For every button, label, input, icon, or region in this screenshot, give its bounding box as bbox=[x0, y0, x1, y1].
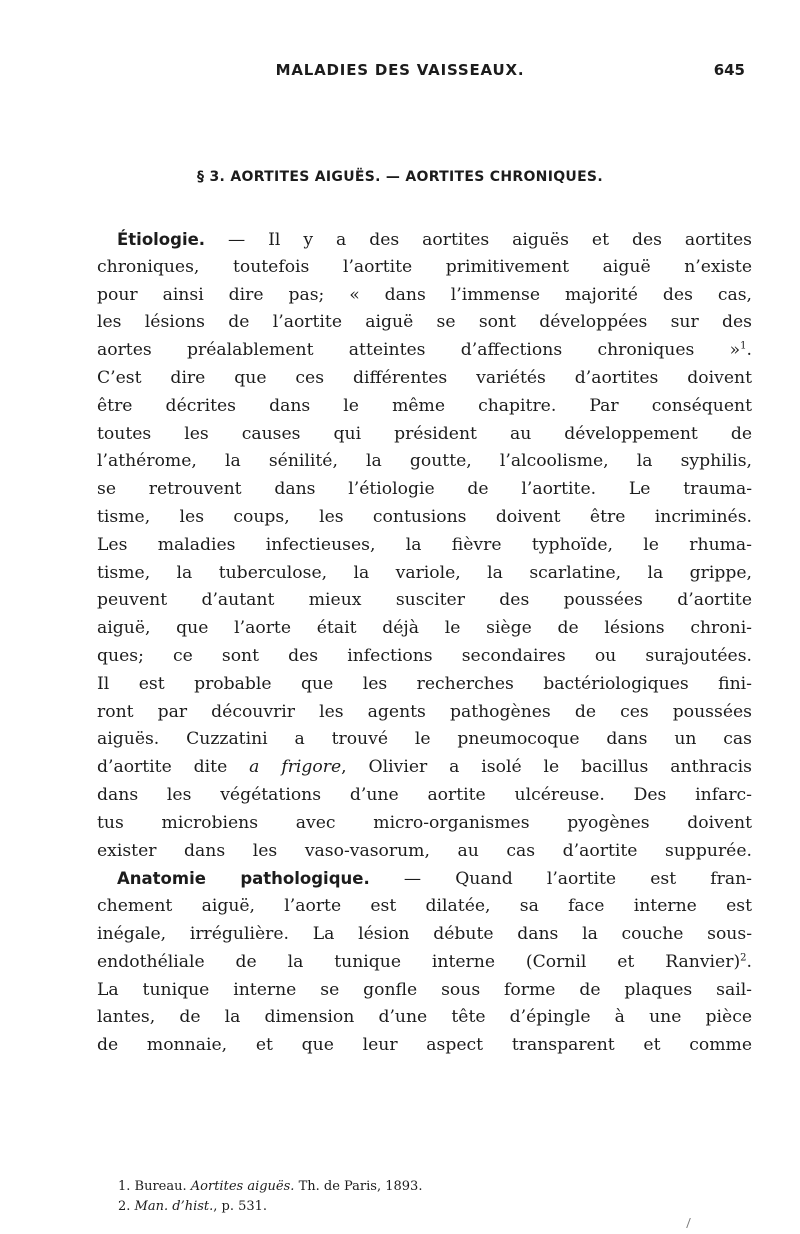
italic-term: a frigore bbox=[249, 757, 342, 778]
footnotes bbox=[118, 1177, 738, 1217]
text-line: Il est probable que les recherches bactériologiques fini- bbox=[97, 673, 752, 694]
text-line: Les maladies infectieuses, la fièvre typhoïde, le rhuma- bbox=[97, 534, 752, 555]
text-line: d’aortite dite a frigore, Olivier a isolé le bacillus anthracis bbox=[97, 757, 752, 778]
text-line: tisme, la tuberculose, la variole, la scarlatine, la grippe, bbox=[97, 562, 752, 583]
footnote: 2. Man. d’hist., p. 531. bbox=[118, 1199, 268, 1214]
footnote-ref: 2 bbox=[740, 951, 747, 963]
text-line: ques; ce sont des infections secondaires ou surajoutées. bbox=[97, 645, 752, 666]
text-line: chement aiguë, l’aorte est dilatée, sa face interne est bbox=[97, 896, 752, 917]
text-line: inégale, irrégulière. La lésion débute dans la couche sous- bbox=[97, 923, 752, 944]
running-title: MALADIES DES VAISSEAUX. bbox=[275, 61, 525, 79]
text-line: tus microbiens avec micro-organismes pyogènes doivent bbox=[97, 812, 752, 833]
text-line: ront par découvrir les agents pathogènes de ces poussées bbox=[97, 701, 752, 722]
section-heading: § 3. AORTITES AIGUËS. — AORTITES CHRONIQUES. bbox=[197, 169, 603, 185]
text-line: les lésions de l’aortite aiguë se sont développées sur des bbox=[97, 312, 752, 333]
text-line: toutes les causes qui président au développement de bbox=[97, 423, 752, 444]
text-line: l’athérome, la sénilité, la goutte, l’alcoolisme, la syphilis, bbox=[97, 451, 752, 472]
text-line: tisme, les coups, les contusions doivent être incriminés. bbox=[97, 506, 752, 527]
page-number: 645 bbox=[713, 61, 745, 79]
text-line: lantes, de la dimension d’une tête d’épingle à une pièce bbox=[97, 1007, 752, 1028]
text-line: peuvent d’autant mieux susciter des poussées d’aortite bbox=[97, 590, 752, 611]
print-mark bbox=[686, 1218, 694, 1228]
text-line: Anatomie pathologique. — Quand l’aortite est fran- bbox=[117, 869, 752, 890]
text-line: dans les végétations d’une aortite ulcéreuse. Des infarc- bbox=[97, 784, 752, 805]
text-line: exister dans les vaso-vasorum, au cas d’aortite suppurée. bbox=[97, 840, 752, 861]
text-line: endothéliale de la tunique interne (Cornil et Ranvier)$^2$. bbox=[97, 951, 752, 972]
footnote-ref: 1 bbox=[740, 340, 747, 352]
footnote: 1. Bureau. Aortites aiguës. Th. de Paris, 1893. bbox=[118, 1179, 423, 1194]
text-line: La tunique interne se gonfle sous forme de plaques sail- bbox=[97, 979, 752, 1000]
text-line: de monnaie, et que leur aspect transparent et comme bbox=[97, 1035, 752, 1056]
running-head bbox=[0, 61, 800, 85]
text-line: C’est dire que ces différentes variétés d’aortites doivent bbox=[97, 367, 752, 388]
anatomie-label: Anatomie pathologique. bbox=[117, 869, 370, 889]
text-line: être décrites dans le même chapitre. Par conséquent bbox=[97, 395, 752, 416]
text-line: se retrouvent dans l’étiologie de l’aortite. Le trauma- bbox=[97, 479, 752, 500]
text-line: pour ainsi dire pas; « dans l’immense majorité des cas, bbox=[97, 284, 752, 305]
text-line: aiguë, que l’aorte était déjà le siège de lésions chroni- bbox=[97, 618, 752, 639]
text-line: Étiologie. — Il y a des aortites aiguës et des aortites bbox=[117, 230, 752, 250]
text-line: aortes préalablement atteintes d’affections chroniques »$^1$. bbox=[97, 340, 752, 361]
text-line: aiguës. Cuzzatini a trouvé le pneumocoque dans un cas bbox=[97, 729, 752, 750]
body-text bbox=[97, 226, 752, 1060]
etiologie-label: Étiologie. bbox=[117, 230, 206, 249]
text-line: chroniques, toutefois l’aortite primitivement aiguë n’existe bbox=[97, 256, 752, 277]
